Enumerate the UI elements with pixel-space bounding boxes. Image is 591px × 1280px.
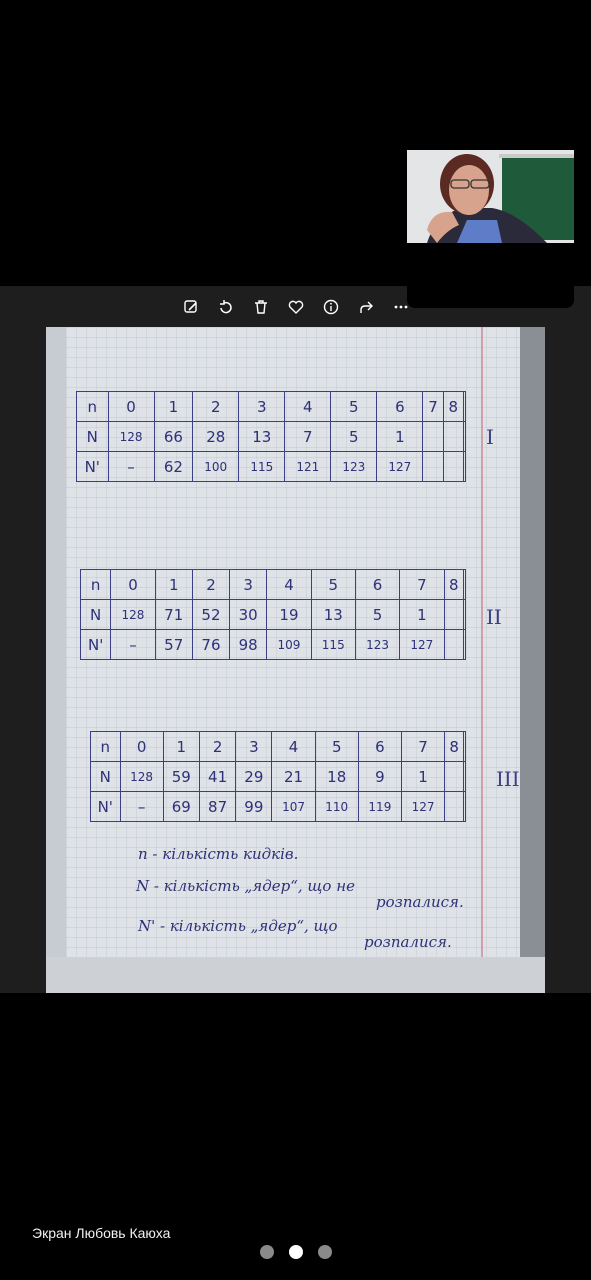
page-indicator [260, 1245, 332, 1259]
table-cell: N [77, 422, 109, 452]
table-cell: 1 [377, 422, 423, 452]
table-3 [90, 731, 466, 822]
table-cell [464, 630, 466, 660]
table-cell: N [91, 762, 121, 792]
table-cell: 87 [199, 792, 235, 822]
table-cell [463, 392, 465, 422]
table-cell: – [120, 792, 163, 822]
table-cell: 1 [401, 762, 444, 792]
table-cell: 76 [192, 630, 229, 660]
table-cell: 6 [358, 732, 401, 762]
table-2 [80, 569, 466, 660]
legend-N-prime-cont: розпалися. [364, 933, 452, 951]
table-cell: – [111, 630, 155, 660]
table-cell: 2 [192, 570, 229, 600]
rotate-icon[interactable] [215, 296, 237, 318]
table-cell: 21 [272, 762, 315, 792]
table-cell: 0 [120, 732, 163, 762]
legend-N: N - кількість „ядер“, що не [136, 877, 355, 895]
share-icon[interactable] [355, 296, 377, 318]
table-cell: 128 [108, 422, 154, 452]
table-cell: 57 [155, 630, 192, 660]
table-cell: 1 [155, 570, 192, 600]
legend-N-cont: розпалися. [376, 893, 464, 911]
table-cell: 1 [154, 392, 193, 422]
table-cell: n [81, 570, 111, 600]
table-cell: 98 [230, 630, 267, 660]
table-cell [444, 630, 464, 660]
table-cell: N' [77, 452, 109, 482]
table-cell: 107 [272, 792, 315, 822]
table-cell [464, 792, 466, 822]
table-cell [463, 422, 465, 452]
table-cell [445, 792, 464, 822]
table-cell: 119 [358, 792, 401, 822]
table-cell [443, 422, 463, 452]
table-row [77, 392, 466, 422]
table-cell: 7 [400, 570, 444, 600]
table-cell [443, 452, 463, 482]
table-cell [445, 762, 464, 792]
table-cell: 30 [230, 600, 267, 630]
table-cell: 123 [331, 452, 377, 482]
table-cell: 62 [154, 452, 193, 482]
table-cell: 8 [443, 392, 463, 422]
table-cell: 9 [358, 762, 401, 792]
table-row [91, 732, 466, 762]
roman-numeral-3: III [496, 767, 520, 791]
table-cell: 13 [311, 600, 355, 630]
table-cell [464, 732, 466, 762]
table-row [81, 570, 466, 600]
table-row [77, 422, 466, 452]
legend-n: n - кількість кидків. [138, 845, 299, 863]
table-cell: n [91, 732, 121, 762]
table-cell: 121 [285, 452, 331, 482]
table-cell [423, 452, 443, 482]
table-cell: 69 [163, 792, 199, 822]
table-cell: 6 [377, 392, 423, 422]
participant-name: Экран Любовь Каюха [32, 1225, 171, 1241]
table-row [91, 762, 466, 792]
table-cell [464, 570, 466, 600]
table-cell [464, 600, 466, 630]
table-cell [444, 600, 464, 630]
table-cell: 8 [445, 732, 464, 762]
table-cell [423, 422, 443, 452]
table-row [81, 600, 466, 630]
table-cell: 1 [163, 732, 199, 762]
table-cell: 7 [423, 392, 443, 422]
participant-video[interactable] [407, 150, 574, 243]
table-cell: n [77, 392, 109, 422]
table-cell: N' [81, 630, 111, 660]
table-cell: 59 [163, 762, 199, 792]
table-cell: 127 [377, 452, 423, 482]
edit-image-icon[interactable] [180, 296, 202, 318]
table-cell: 3 [230, 570, 267, 600]
table-cell: 127 [401, 792, 444, 822]
table-cell: 128 [111, 600, 155, 630]
table-cell: 109 [267, 630, 311, 660]
table-row [91, 792, 466, 822]
table-cell: 19 [267, 600, 311, 630]
table-cell: 5 [331, 392, 377, 422]
table-cell: 7 [401, 732, 444, 762]
table-cell: N' [91, 792, 121, 822]
table-cell: 7 [285, 422, 331, 452]
table-cell: 5 [311, 570, 355, 600]
table-cell: 29 [236, 762, 272, 792]
page-dot-3[interactable] [318, 1245, 332, 1259]
info-icon[interactable] [320, 296, 342, 318]
table-cell: 3 [236, 732, 272, 762]
table-cell: 8 [444, 570, 464, 600]
table-row [77, 452, 466, 482]
table-cell: N [81, 600, 111, 630]
table-cell: 5 [331, 422, 377, 452]
table-row [81, 630, 466, 660]
table-cell: 2 [199, 732, 235, 762]
table-cell: 115 [239, 452, 285, 482]
notebook-photo [46, 327, 545, 993]
table-cell: 5 [355, 600, 399, 630]
heart-icon[interactable] [285, 296, 307, 318]
table-cell: 128 [120, 762, 163, 792]
table-cell: 110 [315, 792, 358, 822]
table-cell: – [108, 452, 154, 482]
table-cell: 28 [193, 422, 239, 452]
table-cell: 3 [239, 392, 285, 422]
table-cell [464, 762, 466, 792]
legend-N-prime: N' - кількість „ядер“, що [138, 917, 338, 935]
table-cell: 66 [154, 422, 193, 452]
roman-numeral-2: II [486, 605, 502, 629]
table-cell: 41 [199, 762, 235, 792]
trash-icon[interactable] [250, 296, 272, 318]
table-cell: 4 [272, 732, 315, 762]
table-cell: 115 [311, 630, 355, 660]
table-cell: 5 [315, 732, 358, 762]
page-dot-1[interactable] [260, 1245, 274, 1259]
table-cell: 99 [236, 792, 272, 822]
table-cell: 0 [108, 392, 154, 422]
table-cell: 2 [193, 392, 239, 422]
roman-numeral-1: I [486, 425, 494, 449]
page-dot-2[interactable] [289, 1245, 303, 1259]
table-cell: 4 [285, 392, 331, 422]
more-icon[interactable] [390, 296, 412, 318]
table-cell: 71 [155, 600, 192, 630]
image-toolbar [180, 296, 412, 318]
table-cell: 52 [192, 600, 229, 630]
table-cell: 4 [267, 570, 311, 600]
table-cell: 6 [355, 570, 399, 600]
table-cell: 0 [111, 570, 155, 600]
table-cell: 18 [315, 762, 358, 792]
table-1 [76, 391, 466, 482]
table-cell: 100 [193, 452, 239, 482]
video-panel[interactable] [407, 150, 574, 308]
table-cell: 13 [239, 422, 285, 452]
table-cell: 1 [400, 600, 444, 630]
table-cell [463, 452, 465, 482]
table-cell: 123 [355, 630, 399, 660]
table-cell: 127 [400, 630, 444, 660]
